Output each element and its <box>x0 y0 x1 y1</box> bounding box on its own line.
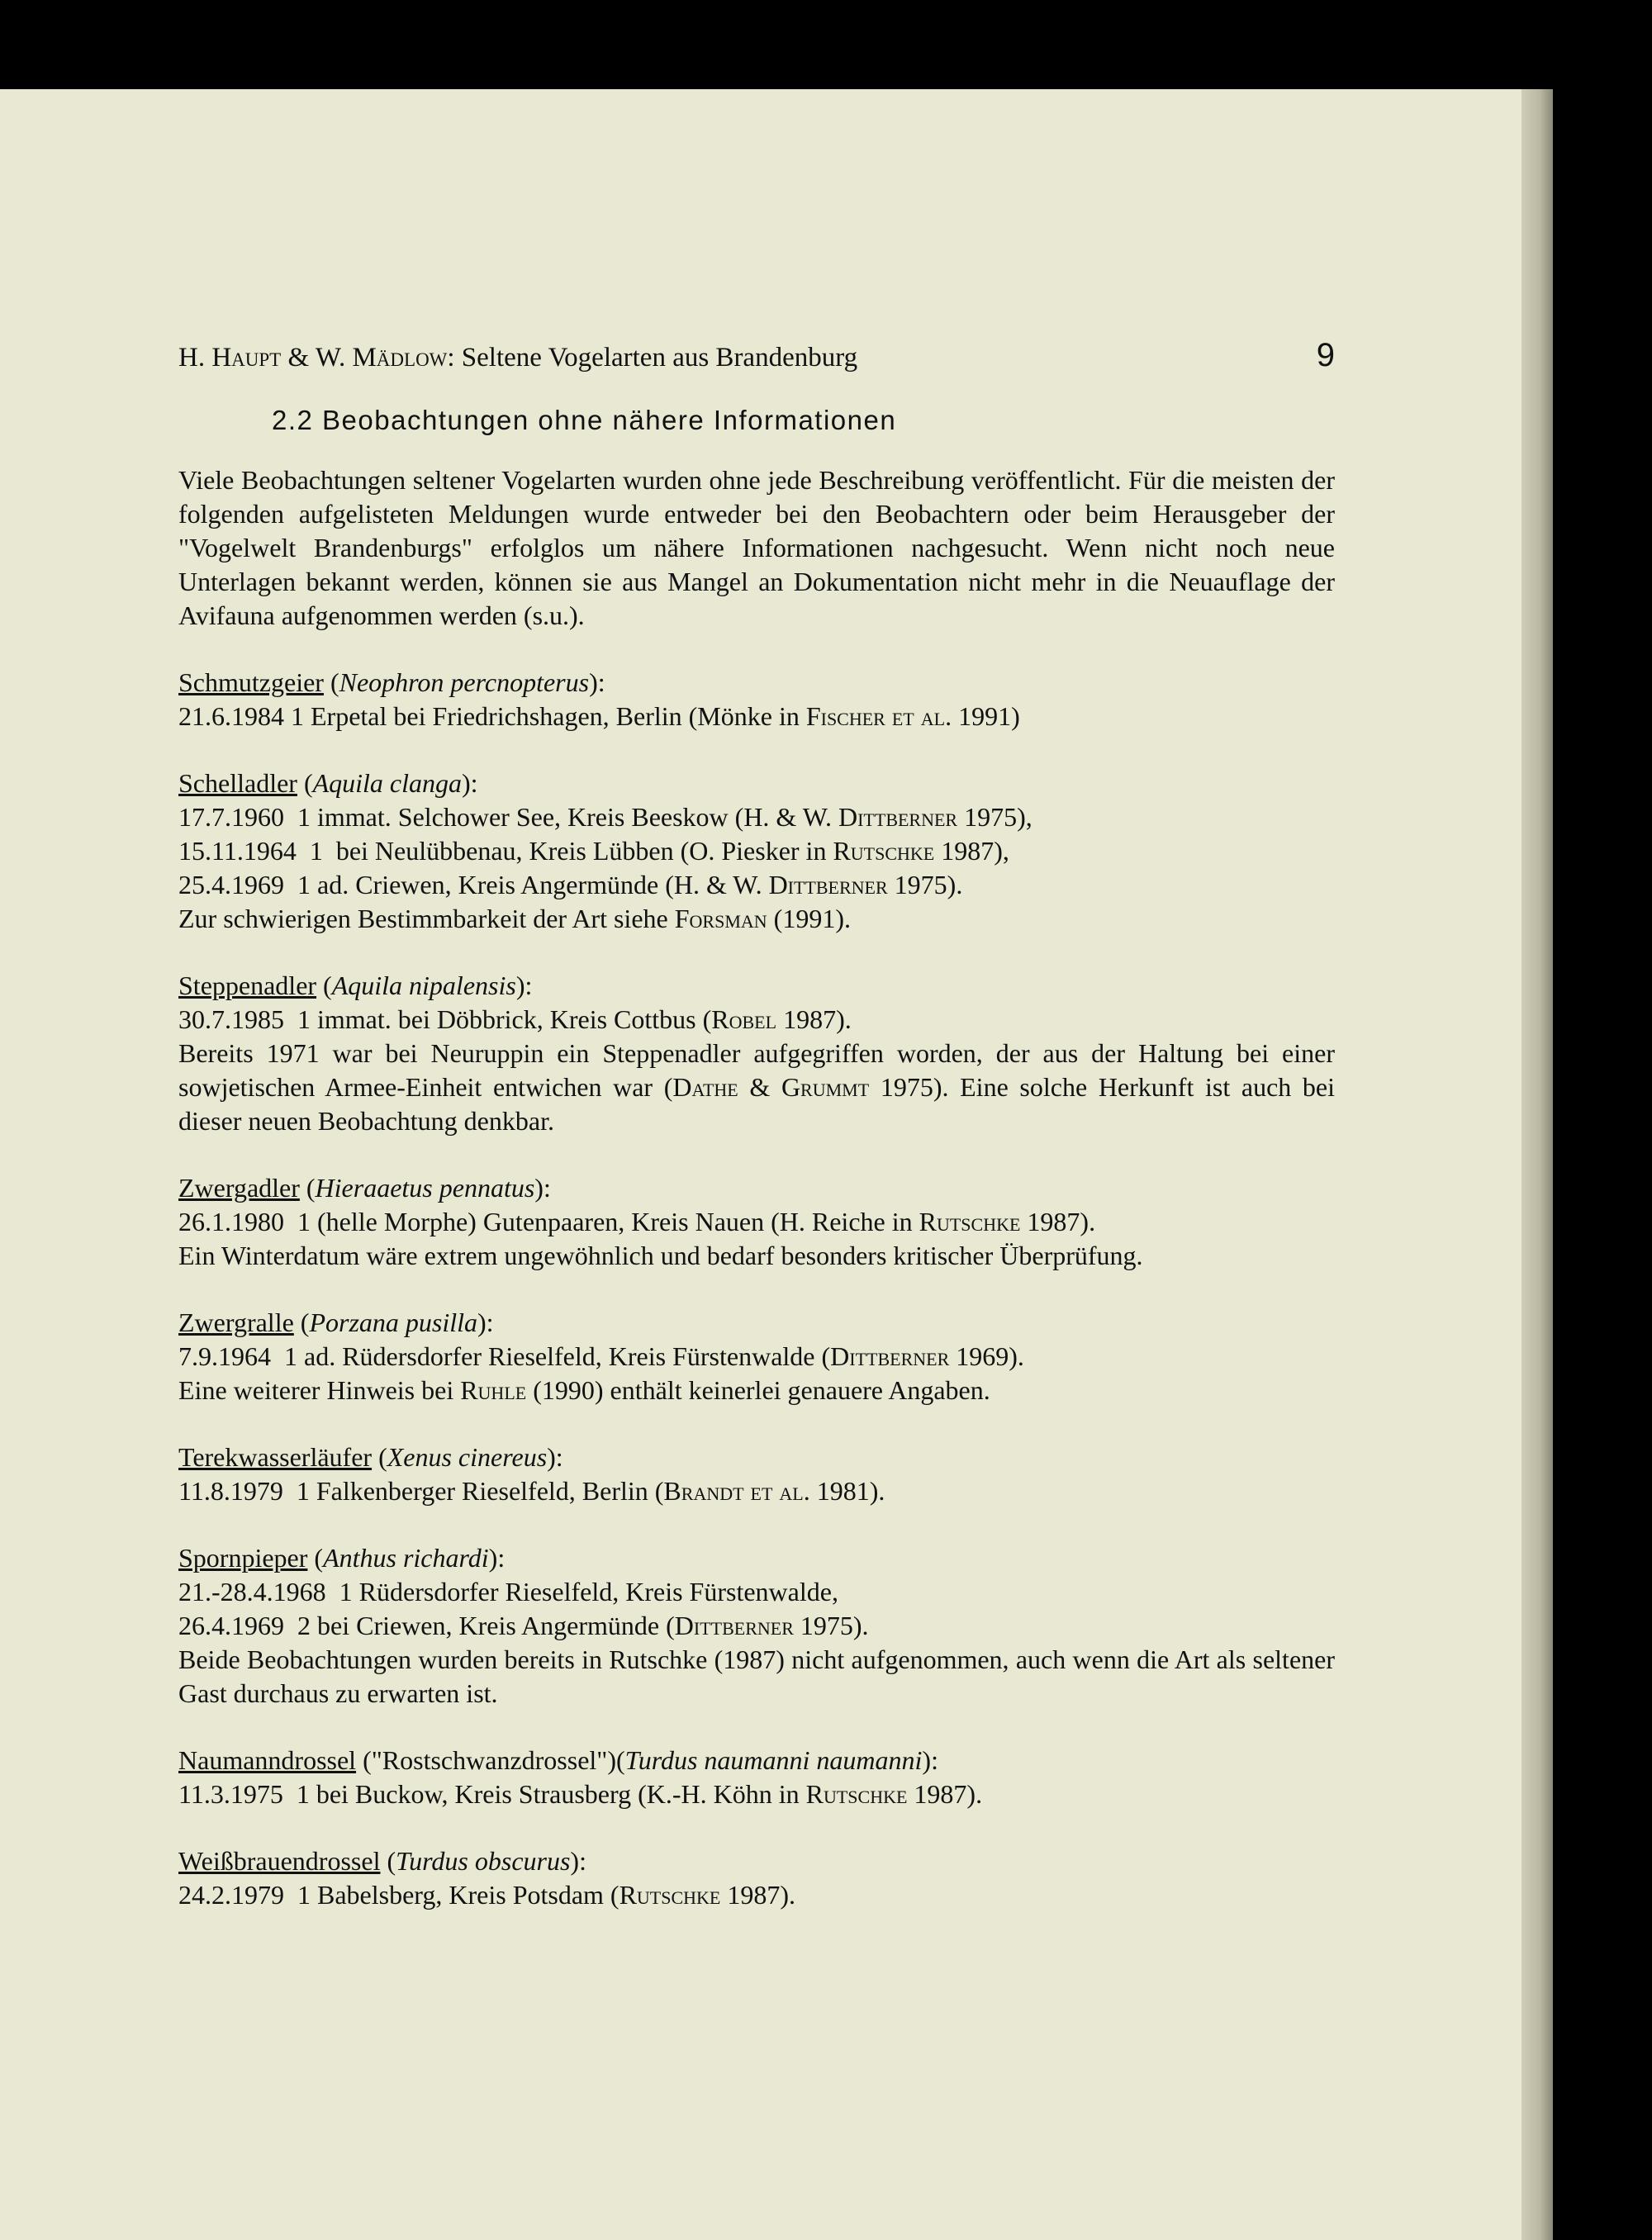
observation-line: 30.7.1985 1 immat. bei Döbbrick, Kreis Cottbus (Robel 1987). <box>178 1004 852 1034</box>
species-scientific-name: Neophron percnopterus <box>339 667 590 697</box>
species-title: Schmutzgeier (Neophron percnopterus): <box>178 667 605 697</box>
observation-line: 17.7.1960 1 immat. Selchower See, Kreis Beeskow (H. & W. Dittberner 1975), <box>178 802 1032 832</box>
species-entry <box>178 1744 1335 1811</box>
observation-line: Ein Winterdatum wäre extrem ungewöhnlich und bedarf besonders kritischer Überprüfung. <box>178 1241 1143 1270</box>
species-entry <box>178 1844 1335 1912</box>
species-title: Schelladler (Aquila clanga): <box>178 768 478 798</box>
species-note: Bereits 1971 war bei Neuruppin ein Steppenadler aufgegriffen worden, der aus der Haltung bei einer sowjetischen Armee-Einheit entwichen war (Dathe & Grummt 1975). Eine solche Herkunft ist auch bei dieser neuen Beobachtung denkbar. <box>178 1038 1336 1136</box>
species-title: Steppenadler (Aquila nipalensis): <box>178 971 533 1000</box>
species-scientific-name: Aquila nipalensis <box>331 971 516 1000</box>
observation-line: 21.-28.4.1968 1 Rüdersdorfer Rieselfeld, Kreis Fürstenwalde, <box>178 1577 838 1606</box>
observation-line: 26.4.1969 2 bei Criewen, Kreis Angermünde (Dittberner 1975). <box>178 1611 869 1640</box>
observation-line: Eine weiterer Hinweis bei Ruhle (1990) enthält keinerlei genauere Angaben. <box>178 1375 990 1405</box>
page-number: 9 <box>1316 337 1335 373</box>
species-entry <box>178 766 1335 936</box>
section-title: 2.2 Beobachtungen ohne nähere Informationen <box>272 405 897 435</box>
species-entry <box>178 1440 1335 1508</box>
species-scientific-name: Xenus cinereus <box>387 1442 548 1472</box>
species-common-name: Spornpieper <box>178 1543 308 1573</box>
species-common-name: Weißbrauendrossel <box>178 1846 381 1876</box>
species-common-name: Schmutzgeier <box>178 667 324 697</box>
species-title: Zwergralle (Porzana pusilla): <box>178 1307 494 1337</box>
observation-line: 11.3.1975 1 bei Buckow, Kreis Strausberg (K.-H. Köhn in Rutschke 1987). <box>178 1779 983 1809</box>
page-content <box>178 246 1417 1912</box>
species-title: Terekwasserläufer (Xenus cinereus): <box>178 1442 563 1472</box>
species-scientific-name: Porzana pusilla <box>309 1307 478 1337</box>
species-scientific-name: Turdus naumanni naumanni <box>624 1745 923 1775</box>
species-note: Beide Beobachtungen wurden bereits in Rutschke (1987) nicht aufgenommen, auch wenn die Art als seltener Gast durchaus zu erwarten ist. <box>178 1644 1335 1708</box>
species-entry <box>178 1306 1335 1407</box>
page-right-edge <box>1521 89 1553 2240</box>
observation-line: 26.1.1980 1 (helle Morphe) Gutenpaaren, Kreis Nauen (H. Reiche in Rutschke 1987). <box>178 1207 1096 1236</box>
book-page <box>0 89 1521 2240</box>
species-common-name: Steppenadler <box>178 971 317 1000</box>
species-entry <box>178 1171 1335 1273</box>
species-scientific-name: Turdus obscurus <box>396 1846 571 1876</box>
observation-line: 7.9.1964 1 ad. Rüdersdorfer Rieselfeld, Kreis Fürstenwalde (Dittberner 1969). <box>178 1341 1024 1371</box>
observation-line: 21.6.1984 1 Erpetal bei Friedrichshagen, Berlin (Mönke in Fischer et al. 1991) <box>178 701 1020 731</box>
section-intro: Viele Beobachtungen seltener Vogelarten wurden ohne jede Beschreibung veröffentlicht. Für die meisten der folgenden aufgelisteten Meldungen wurde entweder bei den Beobachtern oder beim Herausgeber der "Vogelwelt Brandenburgs" erfolglos um nähere Informationen nachgesucht. Wenn nicht noch neue Unterlagen bekannt werden, können sie aus Mangel an Dokumentation nicht mehr in die Neuauflage der Avifauna aufgenommen werden (s.u.). <box>178 465 1335 630</box>
species-title: Weißbrauendrossel (Turdus obscurus): <box>178 1846 586 1876</box>
observation-line: 15.11.1964 1 bei Neulübbenau, Kreis Lübben (O. Piesker in Rutschke 1987), <box>178 836 1009 866</box>
observation-line: Zur schwierigen Bestimmbarkeit der Art siehe Forsman (1991). <box>178 904 851 933</box>
observation-line: 25.4.1969 1 ad. Criewen, Kreis Angermünde (H. & W. Dittberner 1975). <box>178 870 963 899</box>
species-common-name: Schelladler <box>178 768 297 798</box>
running-head-title: H. Haupt & W. Mädlow: Seltene Vogelarten aus Brandenburg <box>178 343 858 373</box>
species-scientific-name: Aquila clanga <box>312 768 463 798</box>
species-title: Zwergadler (Hieraaetus pennatus): <box>178 1173 551 1203</box>
species-entry <box>178 969 1335 1138</box>
species-entries <box>178 666 1417 1912</box>
species-common-name: Naumanndrossel <box>178 1745 357 1775</box>
species-title: Spornpieper (Anthus richardi): <box>178 1543 506 1573</box>
species-common-name: Zwergadler <box>178 1173 300 1203</box>
species-entry <box>178 666 1335 733</box>
observation-line: 24.2.1979 1 Babelsberg, Kreis Potsdam (Rutschke 1987). <box>178 1880 796 1910</box>
species-common-name: Zwergralle <box>178 1307 294 1337</box>
running-head <box>178 339 1335 375</box>
species-common-name: Terekwasserläufer <box>178 1442 373 1472</box>
species-entry <box>178 1541 1335 1711</box>
species-scientific-name: Anthus richardi <box>323 1543 489 1573</box>
species-title: Naumanndrossel ("Rostschwanzdrossel")(Turdus naumanni naumanni): <box>178 1745 938 1775</box>
observation-line: 11.8.1979 1 Falkenberger Rieselfeld, Berlin (Brandt et al. 1981). <box>178 1476 885 1506</box>
species-scientific-name: Hieraaetus pennatus <box>315 1173 535 1203</box>
